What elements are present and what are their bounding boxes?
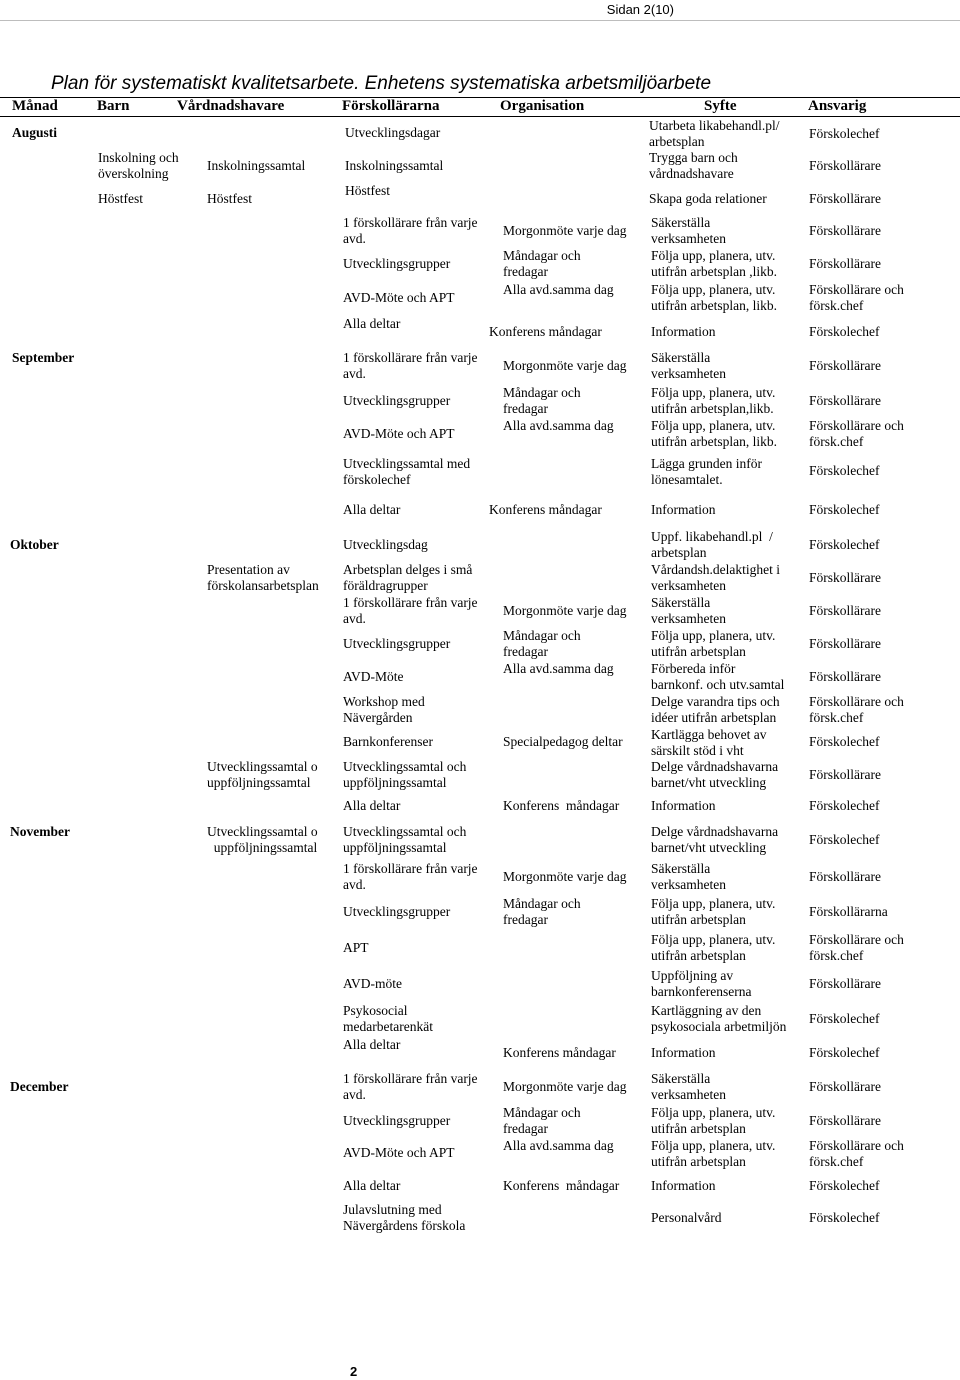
table-cell: Följa upp, planera, utv. utifrån arbetsplan,likb. (651, 385, 776, 416)
table-cell: Kartlägga behovet av särskilt stöd i vht (651, 727, 767, 758)
table-cell: Alla deltar (343, 502, 401, 517)
table-cell: Utvecklingsgrupper (343, 1113, 451, 1128)
table-cell: Information (651, 798, 716, 813)
column-header-ansvarig: Ansvarig (808, 98, 867, 114)
table-cell: Förskolechef (809, 734, 880, 749)
table-cell: Utvecklingssamtal och uppföljningssamtal (343, 824, 467, 855)
column-header-forskollararna: Förskollärarna (342, 98, 440, 114)
page-header (0, 0, 960, 21)
column-header-month: Månad (12, 98, 58, 114)
table-cell: Personalvård (651, 1210, 722, 1225)
table-cell: Inskolningssamtal (207, 158, 306, 173)
table-cell: Lägga grunden inför lönesamtalet. (651, 456, 762, 487)
table-cell: AVD-Möte och APT (343, 290, 455, 305)
table-cell: Utvecklingsdag (343, 537, 428, 552)
table-cell: Information (651, 1045, 716, 1060)
table-cell: Trygga barn och vårdnadshavare (649, 150, 738, 181)
footer-page-number: 2 (350, 1364, 358, 1379)
table-cell: Måndagar och fredagar (503, 896, 581, 927)
table-cell: Förskollärare (809, 191, 881, 206)
table-cell: Följa upp, planera, utv. utifrån arbetsplan (651, 932, 776, 963)
table-cell: Förskollärare (809, 1079, 881, 1094)
table-cell: Utvecklingsgrupper (343, 904, 451, 919)
table-cell: Förskollärare (809, 358, 881, 373)
table-cell: Alla deltar (343, 1037, 401, 1052)
column-header-syfte: Syfte (704, 98, 737, 114)
table-cell: Förskollärare (809, 393, 881, 408)
table-cell: Vårdandsh.delaktighet i verksamheten (651, 562, 780, 593)
table-cell: Förbereda inför barnkonf. och utv.samtal (651, 661, 785, 692)
table-cell: Säkerställa verksamheten (651, 1071, 726, 1102)
table-cell: Förskollärare och försk.chef (809, 932, 904, 963)
table-cell: Utarbeta likabehandl.pl/ arbetsplan (649, 118, 780, 149)
month-augusti: Augusti (12, 125, 58, 140)
table-cell: Uppföljning av barnkonferenserna (651, 968, 752, 999)
table-cell: Förskolechef (809, 537, 880, 552)
table-cell: Förskolechef (809, 463, 880, 478)
table-cell: Julavslutning med Nävergårdens förskola (343, 1202, 466, 1233)
table-cell: Förskollärare (809, 976, 881, 991)
table-cell: 1 förskollärare från varje avd. (343, 1071, 478, 1102)
column-header-vardnadshavare: Vårdnadshavare (177, 98, 285, 114)
month-november: November (10, 824, 70, 839)
month-december: December (10, 1079, 69, 1094)
table-cell: Alla avd.samma dag (503, 1138, 614, 1153)
table-cell: Konferens måndagar (489, 324, 602, 339)
table-cell: AVD-möte (343, 976, 402, 991)
table-cell: Information (651, 324, 716, 339)
table-cell: Konferens måndagar (503, 1045, 616, 1060)
table-cell: Förskolechef (809, 1011, 880, 1026)
table-cell: Förskollärare (809, 669, 881, 684)
table-cell: Följa upp, planera, utv. utifrån arbetsplan (651, 628, 776, 659)
table-cell: Följa upp, planera, utv. utifrån arbetsplan, likb. (651, 418, 777, 449)
table-cell: Förskolechef (809, 502, 880, 517)
table-cell: Information (651, 1178, 716, 1193)
table-cell: Följa upp, planera, utv. utifrån arbetsplan ,likb. (651, 248, 777, 279)
table-cell: Förskollärare (809, 256, 881, 271)
table-cell: Morgonmöte varje dag (503, 869, 627, 884)
table-cell: Utvecklingssamtal med förskolechef (343, 456, 471, 487)
table-cell: Följa upp, planera, utv. utifrån arbetsplan (651, 1105, 776, 1136)
table-cell: Förskollärare och försk.chef (809, 694, 904, 725)
table-cell: Skapa goda relationer (649, 191, 767, 206)
column-header-organisation: Organisation (500, 98, 585, 114)
table-cell: Inskolning och överskolning (98, 150, 179, 181)
table-cell: Utvecklingssamtal och uppföljningssamtal (343, 759, 467, 790)
table-cell: Förskollärare och försk.chef (809, 418, 904, 449)
table-cell: 1 förskollärare från varje avd. (343, 595, 478, 626)
table-cell: Barnkonferenser (343, 734, 433, 749)
table-cell: Förskollärare (809, 223, 881, 238)
table-cell: Konferens måndagar (489, 502, 602, 517)
table-cell: 1 förskollärare från varje avd. (343, 215, 478, 246)
month-oktober: Oktober (10, 537, 59, 552)
table-cell: Utvecklingsdagar (345, 125, 441, 140)
table-cell: Förskolechef (809, 1045, 880, 1060)
table-cell: Förskollärarna (809, 904, 888, 919)
table-cell: Säkerställa verksamheten (651, 350, 726, 381)
table-cell: Alla avd.samma dag (503, 661, 614, 676)
table-cell: Måndagar och fredagar (503, 385, 581, 416)
table-cell: Utvecklingsgrupper (343, 256, 451, 271)
header-bottom-rule (0, 116, 960, 117)
table-cell: AVD-Möte (343, 669, 404, 684)
table-cell: Förskollärare (809, 869, 881, 884)
table-cell: Morgonmöte varje dag (503, 223, 627, 238)
table-cell: Förskollärare och försk.chef (809, 1138, 904, 1169)
table-cell: Säkerställa verksamheten (651, 595, 726, 626)
table-cell: Utvecklingssamtal o uppföljningssamtal (207, 759, 318, 790)
table-cell: Alla avd.samma dag (503, 282, 614, 297)
table-cell: Måndagar och fredagar (503, 248, 581, 279)
table-cell: Alla avd.samma dag (503, 418, 614, 433)
table-cell: Höstfest (98, 191, 143, 206)
table-cell: 1 förskollärare från varje avd. (343, 861, 478, 892)
table-cell: Delge vårdnadshavarna barnet/vht utveckling (651, 824, 779, 855)
table-cell: Delge varandra tips och idéer utifrån arbetsplan (651, 694, 780, 725)
table-cell: Förskolechef (809, 1210, 880, 1225)
table-cell: AVD-Möte och APT (343, 426, 455, 441)
month-september: September (12, 350, 75, 365)
table-cell: Följa upp, planera, utv. utifrån arbetsplan, likb. (651, 282, 777, 313)
table-cell: Säkerställa verksamheten (651, 861, 726, 892)
table-cell: Förskolechef (809, 126, 880, 141)
table-cell: Förskollärare (809, 570, 881, 585)
table-cell: Förskolechef (809, 1178, 880, 1193)
table-cell: Kartläggning av den psykosociala arbetmiljön (651, 1003, 787, 1034)
table-cell: APT (343, 940, 369, 955)
table-cell: Konferens måndagar (503, 1178, 620, 1193)
table-cell: Måndagar och fredagar (503, 628, 581, 659)
table-cell: Alla deltar (343, 798, 401, 813)
table-cell: Förskollärare (809, 636, 881, 651)
table-cell: Höstfest (345, 183, 390, 198)
table-cell: Morgonmöte varje dag (503, 358, 627, 373)
table-cell: Inskolningssamtal (345, 158, 444, 173)
table-cell: Workshop med Nävergården (343, 694, 425, 725)
table-cell: Utvecklingsgrupper (343, 393, 451, 408)
table-cell: Konferens måndagar (503, 798, 620, 813)
table-cell: Höstfest (207, 191, 252, 206)
table-cell: Specialpedagog deltar (503, 734, 623, 749)
table-cell: Uppf. likabehandl.pl / arbetsplan (651, 529, 773, 560)
table-cell: Utvecklingsgrupper (343, 636, 451, 651)
table-cell: Morgonmöte varje dag (503, 1079, 627, 1094)
table-cell: Måndagar och fredagar (503, 1105, 581, 1136)
table-cell: AVD-Möte och APT (343, 1145, 455, 1160)
table-cell: Förskolechef (809, 832, 880, 847)
table-cell: Förskolechef (809, 798, 880, 813)
table-cell: Presentation av förskolansarbetsplan (207, 562, 319, 593)
table-cell: Förskolechef (809, 324, 880, 339)
table-cell: Utvecklingssamtal o uppföljningssamtal (207, 824, 318, 855)
table-cell: Information (651, 502, 716, 517)
table-cell: 1 förskollärare från varje avd. (343, 350, 478, 381)
table-cell: Säkerställa verksamheten (651, 215, 726, 246)
table-cell: Alla deltar (343, 316, 401, 331)
column-header-barn: Barn (97, 98, 130, 114)
table-cell: Morgonmöte varje dag (503, 603, 627, 618)
table-cell: Arbetsplan delges i små föräldragrupper (343, 562, 473, 593)
table-cell: Förskollärare (809, 158, 881, 173)
table-cell: Förskollärare (809, 767, 881, 782)
table-cell: Alla deltar (343, 1178, 401, 1193)
page-indicator: Sidan 2(10) (606, 2, 674, 17)
table-cell: Förskollärare (809, 603, 881, 618)
table-cell: Följa upp, planera, utv. utifrån arbetsplan (651, 1138, 776, 1169)
table-cell: Förskollärare och försk.chef (809, 282, 904, 313)
document-title: Plan för systematiskt kvalitetsarbete. Enhetens systematiska arbetsmiljöarbete (51, 73, 712, 94)
table-cell: Psykosocial medarbetarenkät (343, 1003, 433, 1034)
table-cell: Följa upp, planera, utv. utifrån arbetsplan (651, 896, 776, 927)
table-cell: Delge vårdnadshavarna barnet/vht utveckling (651, 759, 779, 790)
table-cell: Förskollärare (809, 1113, 881, 1128)
